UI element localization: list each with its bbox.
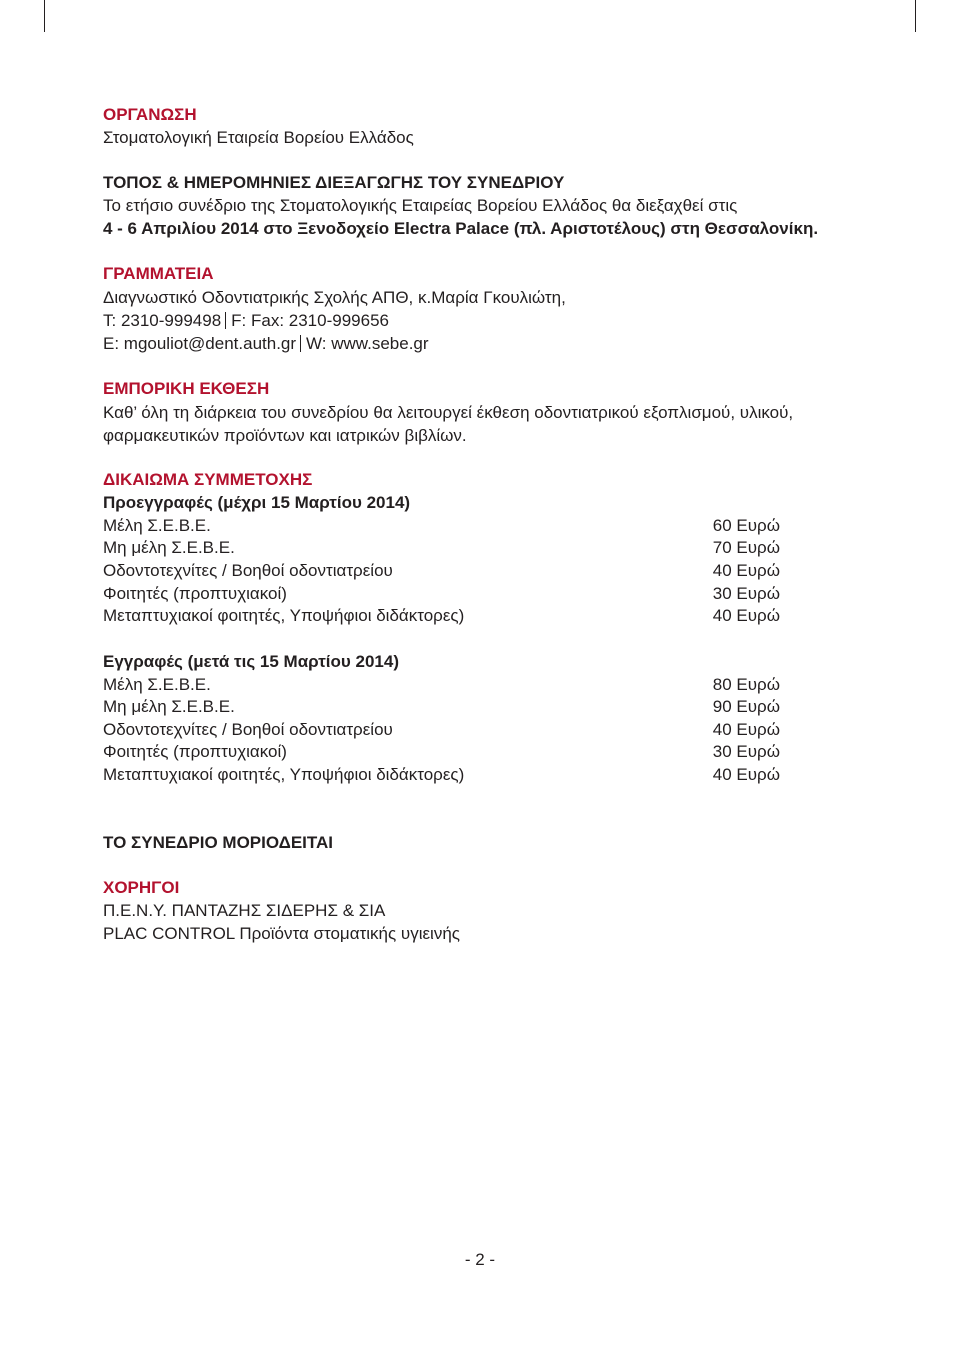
fee-price: 30 Ευρώ: [712, 584, 780, 603]
exhibition-line-2: φαρμακευτικών προϊόντων και ιατρικών βιβλίων.: [103, 426, 467, 445]
exhibition-heading: ΕΜΠΟΡΙΚΗ ΕΚΘΕΣΗ: [103, 379, 270, 398]
organization-text: Στοματολογική Εταιρεία Βορείου Ελλάδος: [103, 128, 414, 147]
fee-label: Φοιτητές (προπτυχιακοί): [103, 742, 287, 761]
crop-mark-top-right: [915, 0, 916, 32]
organization-heading: ΟΡΓΑΝΩΣΗ: [103, 105, 197, 124]
late-registration-title: Εγγραφές (μετά τις 15 Μαρτίου 2014): [103, 652, 399, 671]
secretariat-phone: T: 2310-999498: [103, 311, 222, 330]
page-number: - 2 -: [464, 1250, 496, 1269]
fee-label: Μη μέλη Σ.Ε.Β.Ε.: [103, 538, 235, 557]
secretariat-online-line: [103, 333, 429, 355]
venue-line-1: Το ετήσιο συνέδριο της Στοματολογικής Εταιρείας Βορείου Ελλάδος θα διεξαχθεί στις: [103, 196, 738, 215]
sponsor-item: Π.Ε.Ν.Υ. ΠΑΝΤΑΖΗΣ ΣΙΔΕΡΗΣ & ΣΙΑ: [103, 901, 386, 920]
secretariat-line-1: Διαγνωστικό Οδοντιατρικής Σχολής ΑΠΘ, κ.Μαρία Γκουλιώτη,: [103, 288, 566, 307]
secretariat-email: E: mgouliot@dent.auth.gr: [103, 334, 297, 353]
secretariat-web: W: www.sebe.gr: [306, 334, 429, 353]
fee-label: Οδοντοτεχνίτες / Βοηθοί οδοντιατρείου: [103, 720, 393, 739]
fee-label: Οδοντοτεχνίτες / Βοηθοί οδοντιατρείου: [103, 561, 393, 580]
fee-price: 40 Ευρώ: [712, 561, 780, 580]
fee-price: 70 Ευρώ: [712, 538, 780, 557]
sponsor-item: PLAC CONTROL Προϊόντα στοματικής υγιεινής: [103, 924, 460, 943]
fee-price: 60 Ευρώ: [712, 516, 780, 535]
fee-price: 90 Ευρώ: [712, 697, 780, 716]
fee-label: Φοιτητές (προπτυχιακοί): [103, 584, 287, 603]
fee-label: Μέλη Σ.Ε.Β.Ε.: [103, 516, 211, 535]
secretariat-contact-line: [103, 310, 389, 332]
sponsors-heading: ΧΟΡΗΓΟΙ: [103, 878, 180, 897]
fee-price: 40 Ευρώ: [712, 765, 780, 784]
fee-label: Μεταπτυχιακοί φοιτητές, Υποψήφιοι διδάκτορες): [103, 606, 465, 625]
secretariat-heading: ΓΡΑΜΜΑΤΕΙΑ: [103, 264, 214, 283]
separator: [300, 335, 301, 352]
credits-heading: ΤΟ ΣΥΝΕΔΡΙΟ ΜΟΡΙΟΔΕΙΤΑΙ: [103, 833, 334, 852]
separator: [225, 312, 226, 329]
fee-price: 30 Ευρώ: [712, 742, 780, 761]
venue-heading: ΤΟΠΟΣ & ΗΜΕΡΟΜΗΝΙΕΣ ΔΙΕΞΑΓΩΓΗΣ ΤΟΥ ΣΥΝΕΔΡΙΟΥ: [103, 173, 565, 192]
secretariat-fax: F: Fax: 2310-999656: [231, 311, 389, 330]
crop-mark-top-left: [44, 0, 45, 32]
fee-price: 80 Ευρώ: [712, 675, 780, 694]
fee-price: 40 Ευρώ: [712, 720, 780, 739]
fee-price: 40 Ευρώ: [712, 606, 780, 625]
fee-label: Μέλη Σ.Ε.Β.Ε.: [103, 675, 211, 694]
fee-label: Μεταπτυχιακοί φοιτητές, Υποψήφιοι διδάκτορες): [103, 765, 465, 784]
venue-line-2: 4 - 6 Απριλίου 2014 στο Ξενοδοχείο Electra Palace (πλ. Αριστοτέλους) στη Θεσσαλονίκη.: [103, 219, 819, 238]
fees-heading: ΔΙΚΑΙΩΜΑ ΣΥΜΜΕΤΟΧΗΣ: [103, 470, 313, 489]
fee-label: Μη μέλη Σ.Ε.Β.Ε.: [103, 697, 235, 716]
exhibition-line-1: Καθ’ όλη τη διάρκεια του συνεδρίου θα λειτουργεί έκθεση οδοντιατρικού εξοπλισμού, υλικού,: [103, 403, 794, 422]
early-registration-title: Προεγγραφές (μέχρι 15 Μαρτίου 2014): [103, 493, 411, 512]
